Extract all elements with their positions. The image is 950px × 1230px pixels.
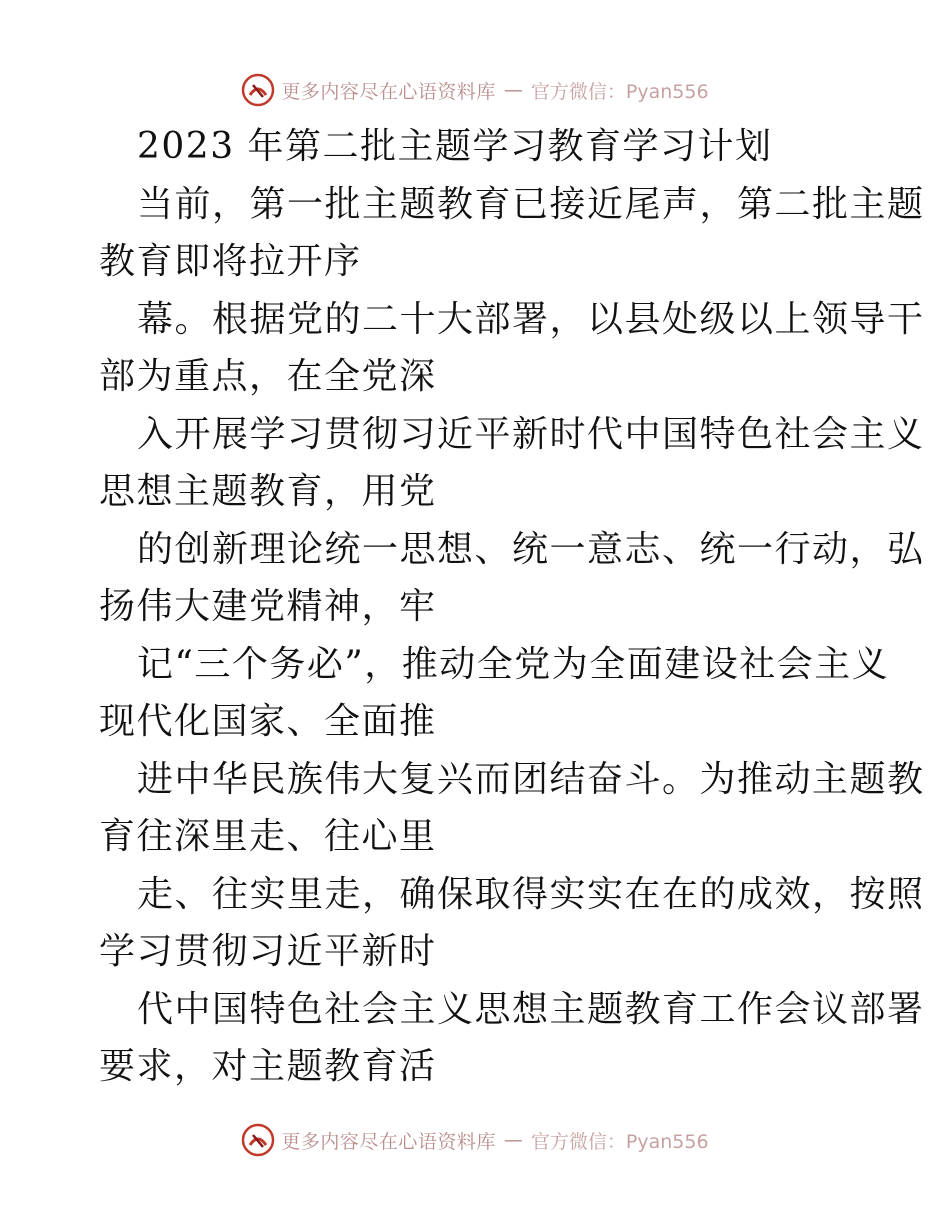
- paragraph-line: 走、往实里走，确保取得实实在在的成效，按照: [137, 873, 925, 915]
- paragraph-line: 的创新理论统一思想、统一意志、统一行动，弘: [137, 528, 925, 570]
- footer-watermark: [0, 1118, 950, 1162]
- paragraph-line: 幕。根据党的二十大部署，以县处级以上领导干: [137, 298, 925, 340]
- document-body: [99, 118, 925, 1096]
- paragraph-line: 要求，对主题教育活: [99, 1046, 437, 1087]
- watermark-separator: —: [503, 1129, 523, 1151]
- paragraph-line: 部为重点，在全党深: [99, 356, 437, 397]
- watermark-text: 更多内容尽在心语资料库: [281, 1130, 496, 1153]
- book-logo-icon: [241, 1123, 275, 1157]
- paragraph-line: 教育即将拉开序: [99, 241, 362, 282]
- paragraph-line: 记“三个务必”，推动全党为全面建设社会主义: [137, 643, 890, 685]
- watermark-contact: 官方微信：Pyan556: [530, 80, 709, 103]
- watermark-separator: —: [503, 79, 523, 101]
- document-title: 2023 年第二批主题学习教育学习计划: [137, 126, 773, 167]
- watermark-contact: 官方微信：Pyan556: [530, 1130, 709, 1153]
- header-watermark: [0, 68, 950, 112]
- watermark-text: 更多内容尽在心语资料库: [281, 80, 496, 103]
- paragraph-line: 育往深里走、往心里: [99, 816, 437, 857]
- paragraph-line: 代中国特色社会主义思想主题教育工作会议部署: [137, 988, 925, 1030]
- paragraph-line: 现代化国家、全面推: [99, 701, 437, 742]
- paragraph-line: 进中华民族伟大复兴而团结奋斗。为推动主题教: [137, 758, 925, 800]
- paragraph-line: 扬伟大建党精神，牢: [99, 586, 437, 627]
- paragraph-line: 思想主题教育，用党: [99, 471, 437, 512]
- paragraph-line: 当前，第一批主题教育已接近尾声，第二批主题: [137, 183, 925, 225]
- book-logo-icon: [241, 73, 275, 107]
- paragraph-line: 学习贯彻习近平新时: [99, 931, 437, 972]
- paragraph-line: 入开展学习贯彻习近平新时代中国特色社会主义: [137, 413, 925, 455]
